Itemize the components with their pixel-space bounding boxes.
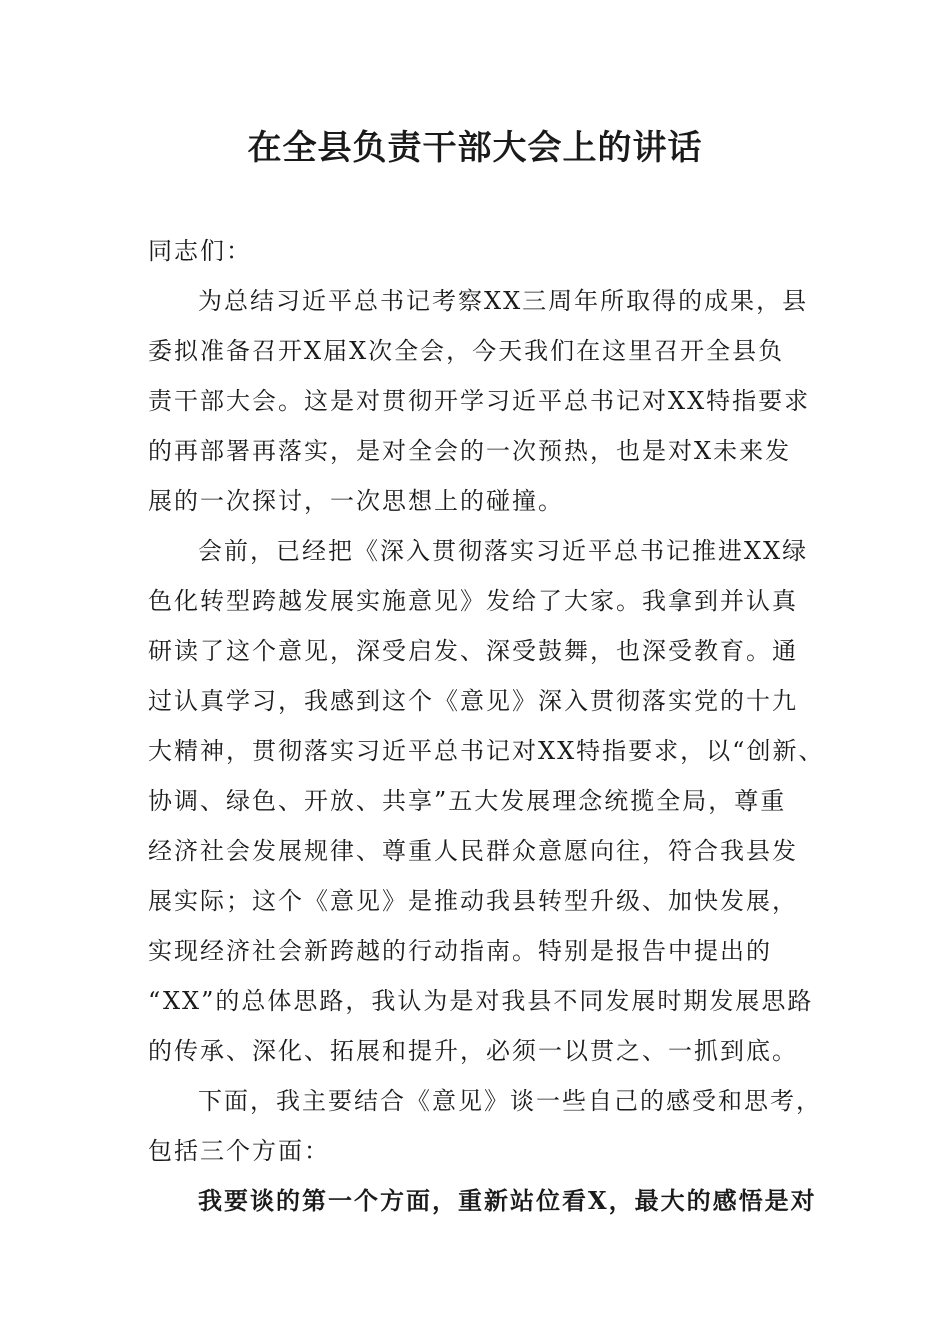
document-body [148,226,825,1226]
paragraph-line: 研读了这个意见，深受启发、深受鼓舞，也深受教育。通 [148,637,798,665]
paragraph-line: 包括三个方面： [148,1137,330,1165]
paragraph-line: 色化转型跨越发展实施意见》发给了大家。我拿到并认真 [148,587,798,615]
section-heading-line: 我要谈的第一个方面，重新站位看X，最大的感悟是对 [198,1186,817,1215]
paragraph-line: 会前，已经把《深入贯彻落实习近平总书记推进XX绿 [198,537,809,565]
paragraph-line: 展实际；这个《意见》是推动我县转型升级、加快发展， [148,887,798,915]
paragraph-line: 经济社会发展规律、尊重人民群众意愿向往，符合我县发 [148,837,798,865]
paragraph-line: 实现经济社会新跨越的行动指南。特别是报告中提出的 [148,937,772,965]
paragraph-line: 委拟准备召开X届X次全会，今天我们在这里召开全县负 [148,337,785,365]
paragraph-line: 的再部署再落实，是对全会的一次预热，也是对X未来发 [148,437,792,465]
paragraph-line: 大精神，贯彻落实习近平总书记对XX特指要求，以“创新、 [148,737,825,765]
paragraph-line: 过认真学习，我感到这个《意见》深入贯彻落实党的十九 [148,687,798,715]
paragraph-line: 展的一次探讨，一次思想上的碰撞。 [148,487,564,515]
paragraph-line: 为总结习近平总书记考察XX三周年所取得的成果，县 [198,287,809,315]
document-title: 在全县负责干部大会上的讲话 [247,128,703,168]
paragraph-line: 协调、绿色、开放、共享”五大发展理念统揽全局，尊重 [148,787,787,815]
paragraph-line: “XX”的总体思路，我认为是对我县不同发展时期发展思路 [148,987,814,1015]
paragraph-line: 责干部大会。这是对贯彻开学习近平总书记对XX特指要求 [148,387,811,415]
salutation-line: 同志们： [148,237,252,265]
paragraph-line: 下面，我主要结合《意见》谈一些自己的感受和思考， [198,1087,822,1115]
paragraph-line: 的传承、深化、拓展和提升，必须一以贯之、一抓到底。 [148,1037,798,1065]
